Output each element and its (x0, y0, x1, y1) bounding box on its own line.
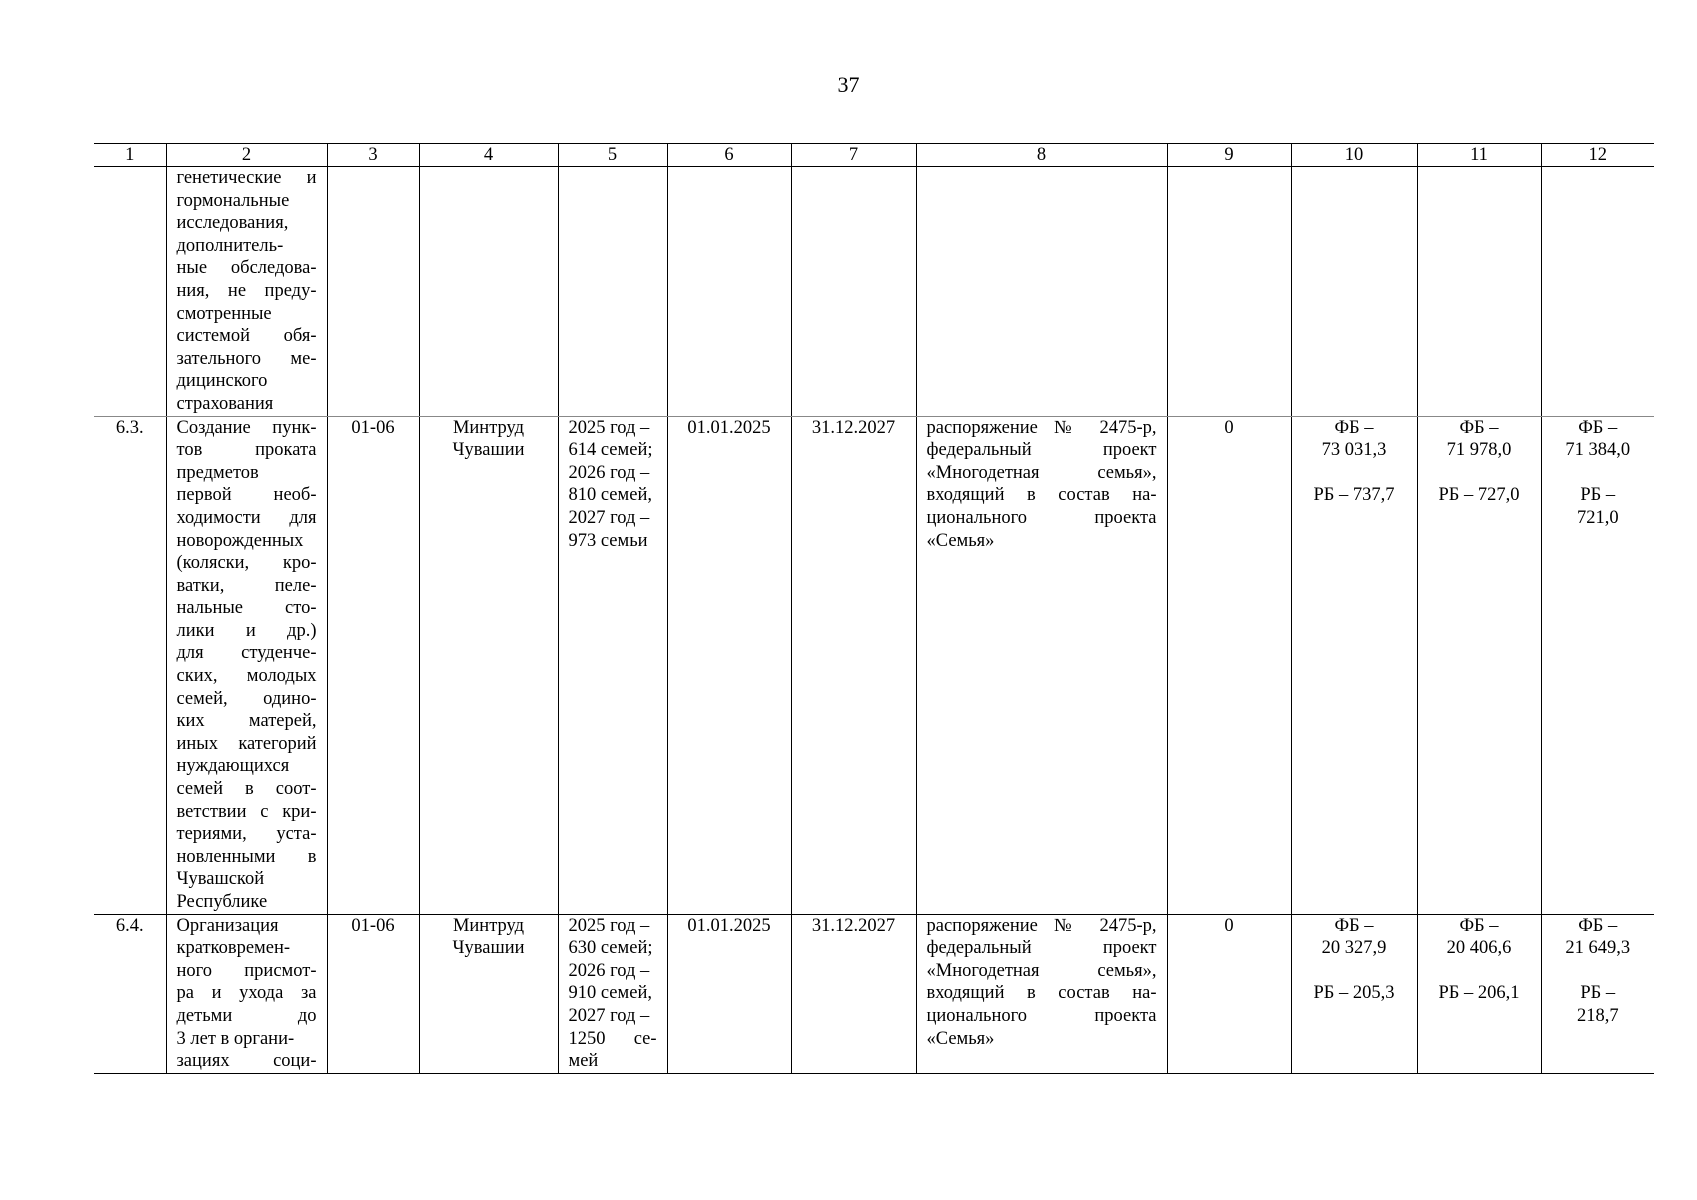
indicator-line: 2027 год – (568, 1005, 650, 1026)
basis-line: федеральный проект (926, 938, 1157, 959)
header-row (94, 144, 1654, 167)
executor-line: Чувашии (452, 938, 525, 959)
col9-cell: 0 (1167, 914, 1291, 1073)
measure-name-line: первой необ- (176, 485, 317, 506)
funding-line: РБ – 205,3 (1313, 983, 1395, 1004)
indicator-line: 2027 год – (568, 507, 650, 528)
basis-line: «Семья» (926, 530, 995, 551)
indicator-line: 2026 год – (568, 960, 650, 981)
measure-name-line: нальные сто- (176, 598, 317, 619)
end-date-cell (791, 167, 916, 417)
funding-line (1552, 462, 1645, 485)
measure-name-line: ватки, пеле- (176, 575, 317, 596)
measure-name-line: нуждающихся (176, 756, 290, 777)
column-header-10: 10 (1291, 144, 1417, 167)
funding-line: РБ – (1580, 983, 1616, 1004)
funding-2026-cell (1417, 914, 1541, 1073)
column-header-2: 2 (166, 144, 327, 167)
basis-cell (916, 914, 1167, 1073)
column-header-4: 4 (419, 144, 558, 167)
measure-name-line: Республике (176, 892, 268, 912)
indicator-line: 2026 год – (568, 462, 650, 483)
indicator-line: мей (568, 1051, 599, 1072)
row-number-cell (94, 167, 166, 417)
column-header-5: 5 (558, 144, 667, 167)
funding-line (1302, 462, 1407, 485)
indicator-line: 2025 год – (568, 915, 650, 936)
measure-name-line: ные обследова- (176, 258, 317, 279)
column-header-1: 1 (94, 144, 166, 167)
code-cell: 01-06 (327, 416, 419, 914)
indicator-line: 973 семьи (568, 530, 648, 551)
page-number: 37 (837, 72, 860, 97)
col9-cell: 0 (1167, 416, 1291, 914)
measure-name-line: Создание пунк- (176, 417, 317, 438)
measure-name-line: семей, одино- (176, 688, 317, 709)
funding-line: ФБ – (1578, 417, 1618, 438)
funding-line: ФБ – (1334, 915, 1374, 936)
funding-2025-cell (1291, 914, 1417, 1073)
basis-line: «Многодетная семья», (926, 462, 1157, 483)
column-header-6: 6 (667, 144, 791, 167)
measure-name-line: смотренные (176, 303, 272, 324)
table-row (94, 167, 1654, 417)
measure-name-line: ного присмот- (176, 960, 317, 981)
measure-name-line: кратковремен- (176, 938, 291, 959)
indicator-line: 810 семей, (568, 485, 652, 506)
funding-2027-cell (1541, 167, 1654, 417)
indicator-line: 910 семей, (568, 983, 652, 1004)
indicator-line: 1250 се- (568, 1028, 657, 1049)
measure-name-line: дополнитель- (176, 235, 284, 256)
funding-line: 721,0 (1576, 507, 1619, 528)
end-date-cell: 31.12.2027 (791, 914, 916, 1073)
funding-line: РБ – 206,1 (1438, 983, 1520, 1004)
basis-line: «Семья» (926, 1028, 995, 1049)
code-cell (327, 167, 419, 417)
indicator-line: 614 семей; (568, 440, 653, 461)
funding-2027-cell (1541, 416, 1654, 914)
measure-name-line: ра и ухода за (176, 983, 317, 1004)
measure-name-line: ния, не преду- (176, 280, 317, 301)
column-header-12: 12 (1541, 144, 1654, 167)
table-row (94, 416, 1654, 914)
measure-name-line: зациях соци- (176, 1051, 317, 1072)
row-number-cell: 6.4. (94, 914, 166, 1073)
funding-line: РБ – 727,0 (1438, 485, 1520, 506)
measure-name-cell (166, 914, 327, 1073)
basis-line: входящий в состав на- (926, 485, 1157, 506)
column-header-9: 9 (1167, 144, 1291, 167)
measure-name-line: ходимости для (176, 507, 317, 528)
indicator-cell (558, 914, 667, 1073)
funding-line (1552, 960, 1645, 983)
funding-2026-cell (1417, 167, 1541, 417)
funding-line: ФБ – (1459, 915, 1499, 936)
executor-cell (419, 167, 558, 417)
measure-name-line: иных категорий (176, 733, 317, 754)
measure-name-line: ветствии с кри- (176, 801, 317, 822)
funding-line: 21 649,3 (1565, 938, 1631, 959)
measure-name-line: лики и др.) (176, 620, 317, 641)
measure-name-line: (коляски, кро- (176, 553, 317, 574)
funding-line: 71 978,0 (1446, 440, 1512, 461)
measure-name-line: генетические и (176, 168, 317, 188)
funding-line: 20 406,6 (1446, 938, 1512, 959)
code-cell: 01-06 (327, 914, 419, 1073)
row-number-cell: 6.3. (94, 416, 166, 914)
executor-line: Минтруд (452, 915, 525, 936)
start-date-cell (667, 167, 791, 417)
measure-name-line: тов проката (176, 440, 317, 461)
funding-line (1428, 960, 1531, 983)
col9-cell (1167, 167, 1291, 417)
funding-line: 218,7 (1576, 1005, 1619, 1026)
measure-name-line: предметов (176, 462, 259, 483)
measure-name-line: гормональные (176, 190, 290, 211)
column-header-3: 3 (327, 144, 419, 167)
executor-cell (419, 914, 558, 1073)
program-table (94, 143, 1654, 1074)
measure-name-line: семей в соот- (176, 779, 317, 800)
measure-name-line: новленными в (176, 846, 317, 867)
start-date-cell: 01.01.2025 (667, 914, 791, 1073)
measure-name-line: детьми до (176, 1005, 317, 1026)
measure-name-line: ских, молодых (176, 666, 317, 687)
column-header-7: 7 (791, 144, 916, 167)
measure-name-line: для студенче- (176, 643, 317, 664)
basis-line: распоряжение № 2475-р, (926, 417, 1157, 438)
measure-name-line: исследования, (176, 213, 289, 234)
funding-2026-cell (1417, 416, 1541, 914)
indicator-line: 630 семей; (568, 938, 653, 959)
funding-line (1302, 960, 1407, 983)
indicator-cell (558, 167, 667, 417)
funding-2025-cell (1291, 416, 1417, 914)
basis-cell (916, 416, 1167, 914)
end-date-cell: 31.12.2027 (791, 416, 916, 914)
measure-name-line: страхования (176, 393, 274, 414)
executor-line: Минтруд (452, 417, 525, 438)
measure-name-line: ких матерей, (176, 711, 317, 732)
basis-line: ционального проекта (926, 1005, 1157, 1026)
funding-line: РБ – (1580, 485, 1616, 506)
funding-line: РБ – 737,7 (1313, 485, 1395, 506)
basis-line: ционального проекта (926, 507, 1157, 528)
measure-name-line: дицинского (176, 371, 268, 392)
indicator-cell (558, 416, 667, 914)
basis-cell (916, 167, 1167, 417)
basis-line: федеральный проект (926, 440, 1157, 461)
indicator-line: 2025 год – (568, 417, 650, 438)
measure-name-cell (166, 416, 327, 914)
funding-line: 71 384,0 (1565, 440, 1631, 461)
measure-name-line: териями, уста- (176, 824, 317, 845)
measure-name-line: новорожденных (176, 530, 304, 551)
executor-cell (419, 416, 558, 914)
basis-line: «Многодетная семья», (926, 960, 1157, 981)
funding-line: 20 327,9 (1321, 938, 1387, 959)
funding-line: ФБ – (1459, 417, 1499, 438)
basis-line: распоряжение № 2475-р, (926, 915, 1157, 936)
funding-line (1428, 462, 1531, 485)
funding-line: 73 031,3 (1321, 440, 1387, 461)
measure-name-cell (166, 167, 327, 417)
measure-name-line: Организация (176, 915, 279, 936)
funding-line: ФБ – (1578, 915, 1618, 936)
start-date-cell: 01.01.2025 (667, 416, 791, 914)
measure-name-line: Чувашской (176, 869, 265, 890)
measure-name-line: системой обя- (176, 326, 317, 347)
funding-line: ФБ – (1334, 417, 1374, 438)
table-row (94, 914, 1654, 1073)
measure-name-line: зательного ме- (176, 348, 317, 369)
funding-2027-cell (1541, 914, 1654, 1073)
column-header-8: 8 (916, 144, 1167, 167)
funding-2025-cell (1291, 167, 1417, 417)
basis-line: входящий в состав на- (926, 983, 1157, 1004)
executor-line: Чувашии (452, 440, 525, 461)
measure-name-line: 3 лет в органи- (176, 1028, 295, 1049)
column-header-11: 11 (1417, 144, 1541, 167)
